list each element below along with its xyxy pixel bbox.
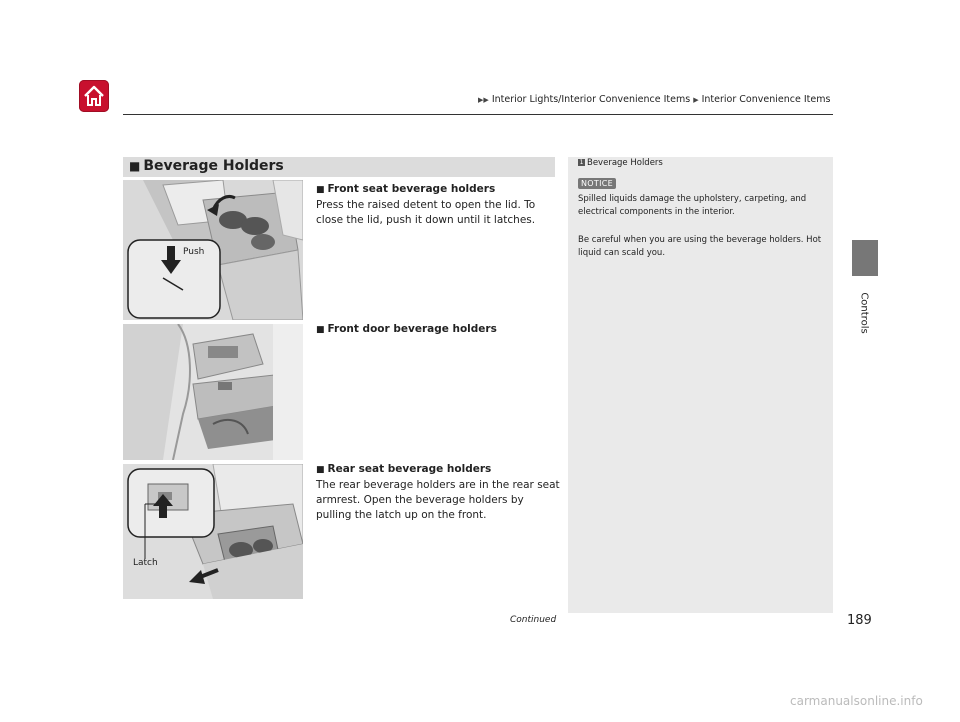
breadcrumb	[478, 94, 830, 105]
square-bullet-icon: ■	[316, 465, 325, 475]
figure-front-seat-holders	[123, 180, 303, 320]
figure-front-door-holders	[123, 324, 303, 460]
section-title: ■ Beverage Holders	[129, 158, 284, 174]
chapter-tab-label: Controls	[858, 292, 870, 334]
breadcrumb-arrow-icon: ▶	[693, 96, 699, 104]
header-divider	[123, 114, 833, 115]
subsection-front-door	[316, 322, 561, 338]
notice-text: Spilled liquids damage the upholstery, carpeting, and electrical components in the interior.	[578, 194, 807, 217]
latch-callout: Latch	[133, 558, 158, 568]
panel-body-text: Be careful when you are using the beverage holders. Hot liquid can scald you.	[578, 235, 822, 258]
subsection-title: ■ Front seat beverage holders	[316, 183, 496, 195]
square-bullet-icon: ■	[129, 159, 141, 173]
subsection-text: The rear beverage holders are in the rear seat armrest. Open the beverage holders by pulling the latch up on the front.	[316, 479, 560, 521]
push-arrow-icon	[167, 246, 175, 262]
square-bullet-icon: ■	[316, 325, 325, 335]
notice-badge: NOTICE	[578, 178, 616, 189]
section-heading-bar	[123, 157, 555, 177]
subsection-rear-seat	[316, 462, 561, 523]
subsection-title: ■ Rear seat beverage holders	[316, 463, 492, 475]
page-number: 189	[847, 613, 872, 628]
home-icon	[83, 84, 105, 108]
watermark: carmanualsonline.info	[790, 694, 923, 708]
breadcrumb-arrow-icon: ▶▶	[478, 96, 489, 104]
chapter-tab[interactable]	[852, 240, 878, 276]
home-button[interactable]	[79, 80, 109, 112]
subsection-title: ■ Front door beverage holders	[316, 323, 497, 335]
subsection-text: Press the raised detent to open the lid. To close the lid, push it down until it latches.	[316, 199, 536, 226]
info-side-panel	[568, 157, 833, 613]
push-callout: Push	[183, 247, 205, 257]
continued-label: Continued	[510, 615, 557, 625]
subsection-front-seat	[316, 182, 561, 228]
breadcrumb-link-2[interactable]: Interior Convenience Items	[701, 94, 831, 105]
square-bullet-icon: ■	[316, 185, 325, 195]
pull-arrow-icon	[159, 504, 167, 518]
index-marker: 1	[579, 159, 584, 166]
breadcrumb-link-1[interactable]: Interior Lights/Interior Convenience Items	[491, 94, 691, 105]
figure-rear-seat-holders	[123, 464, 303, 599]
panel-title: 1 Beverage Holders	[579, 158, 663, 168]
